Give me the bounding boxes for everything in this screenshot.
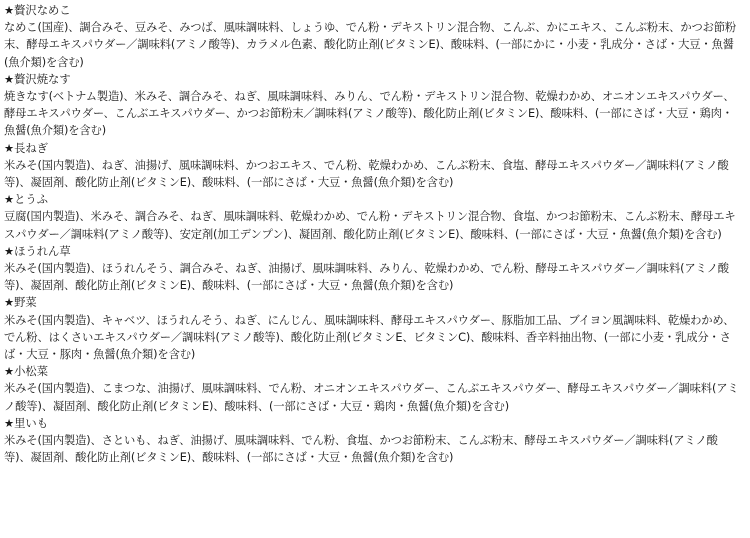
entry-ingredients: 焼きなす(ベトナム製造)、米みそ、調合みそ、ねぎ、風味調味料、みりん、でん粉・デキストリン混合物、乾燥わかめ、オニオンエキスパウダー、酵母エキスパウダー、こんぶエキスパウダー、かつお節粉末／調味料(アミノ酸等)、酸化防止剤(ビタミンE)、酸味料、(一部にさば・大豆・鶏肉・魚醤(魚介類)を含む) bbox=[4, 90, 735, 138]
entry-ingredients: 米みそ(国内製造)、ねぎ、油揚げ、風味調味料、かつおエキス、でん粉、乾燥わかめ、こんぶ粉末、食塩、酵母エキスパウダー／調味料(アミノ酸等)、凝固剤、酸化防止剤(ビタミンE)、酸味料、(一部にさば・大豆・魚醤(魚介類)を含む) bbox=[4, 158, 729, 190]
entry-yasai bbox=[4, 294, 744, 363]
entry-title: ★長ねぎ bbox=[4, 141, 49, 155]
entry-title: ★野菜 bbox=[4, 296, 37, 310]
entry-title: ★贅沢焼なす bbox=[4, 72, 71, 86]
entry-title: ★ほうれん草 bbox=[4, 244, 71, 258]
entry-ingredients: 米みそ(国内製造)、さといも、ねぎ、油揚げ、風味調味料、でん粉、食塩、かつお節粉末、こんぶ粉末、酵母エキスパウダー／調味料(アミノ酸等)、凝固剤、酸化防止剤(ビタミンE)、酸味料、(一部にさば・大豆・魚醤(魚介類)を含む) bbox=[4, 434, 718, 465]
entry-nameko bbox=[4, 2, 744, 71]
entry-satoimo bbox=[4, 415, 744, 467]
entry-tofu bbox=[4, 191, 744, 243]
entry-ingredients: 豆腐(国内製造)、米みそ、調合みそ、ねぎ、風味調味料、乾燥わかめ、でん粉・デキストリン混合物、食塩、かつお節粉末、こんぶ粉末、酵母エキスパウダー／調味料(アミノ酸等)、安定剤(加工デンプン)、凝固剤、酸化防止剤(ビタミンE)、酸味料、(一部にさば・大豆・魚醤(魚介類)を含む) bbox=[4, 210, 736, 241]
entry-ingredients: 米みそ(国内製造)、ほうれんそう、調合みそ、ねぎ、油揚げ、風味調味料、みりん、乾燥わかめ、でん粉、酵母エキスパウダー／調味料(アミノ酸等)、凝固剤、酸化防止剤(ビタミンE)、酸味料、(一部にさば・大豆・魚醤(魚介類)を含む) bbox=[4, 262, 729, 293]
entry-komatsuna bbox=[4, 363, 744, 415]
entry-yakinasu bbox=[4, 71, 744, 140]
entry-title: ★贅沢なめこ bbox=[4, 4, 71, 17]
entry-horenso bbox=[4, 243, 744, 295]
entry-title: ★小松菜 bbox=[4, 365, 49, 379]
entry-title: ★とうふ bbox=[4, 193, 49, 207]
entry-naganegi bbox=[4, 140, 744, 192]
entry-ingredients: 米みそ(国内製造)、こまつな、油揚げ、風味調味料、でん粉、オニオンエキスパウダー、こんぶエキスパウダー、酵母エキスパウダー／調味料(アミノ酸等)、凝固剤、酸化防止剤(ビタミンE)、酸味料、(一部にさば・大豆・鶏肉・魚醤(魚介類)を含む) bbox=[4, 382, 739, 413]
entry-title: ★里いも bbox=[4, 416, 49, 430]
entry-ingredients: なめこ(国産)、調合みそ、豆みそ、みつば、風味調味料、しょうゆ、でん粉・デキストリン混合物、こんぶ、かにエキス、こんぶ粉末、かつお節粉末、酵母エキスパウダー／調味料(アミノ酸等)、カラメル色素、酸化防止剤(ビタミンE)、酸味料、(一部にかに・小麦・乳成分・さば・大豆・魚醤(魚介類)を含む) bbox=[4, 21, 737, 69]
entry-ingredients: 米みそ(国内製造)、キャベツ、ほうれんそう、ねぎ、にんじん、風味調味料、酵母エキスパウダー、豚脂加工品、ブイヨン風調味料、乾燥わかめ、でん粉、はくさいエキスパウダー／調味料(アミノ酸等)、酸化防止剤(ビタミンE、ビタミンC)、酸味料、香辛料抽出物、(一部に小麦・乳成分・さば・大豆・豚肉・魚醤(魚介類)を含む) bbox=[4, 313, 735, 362]
